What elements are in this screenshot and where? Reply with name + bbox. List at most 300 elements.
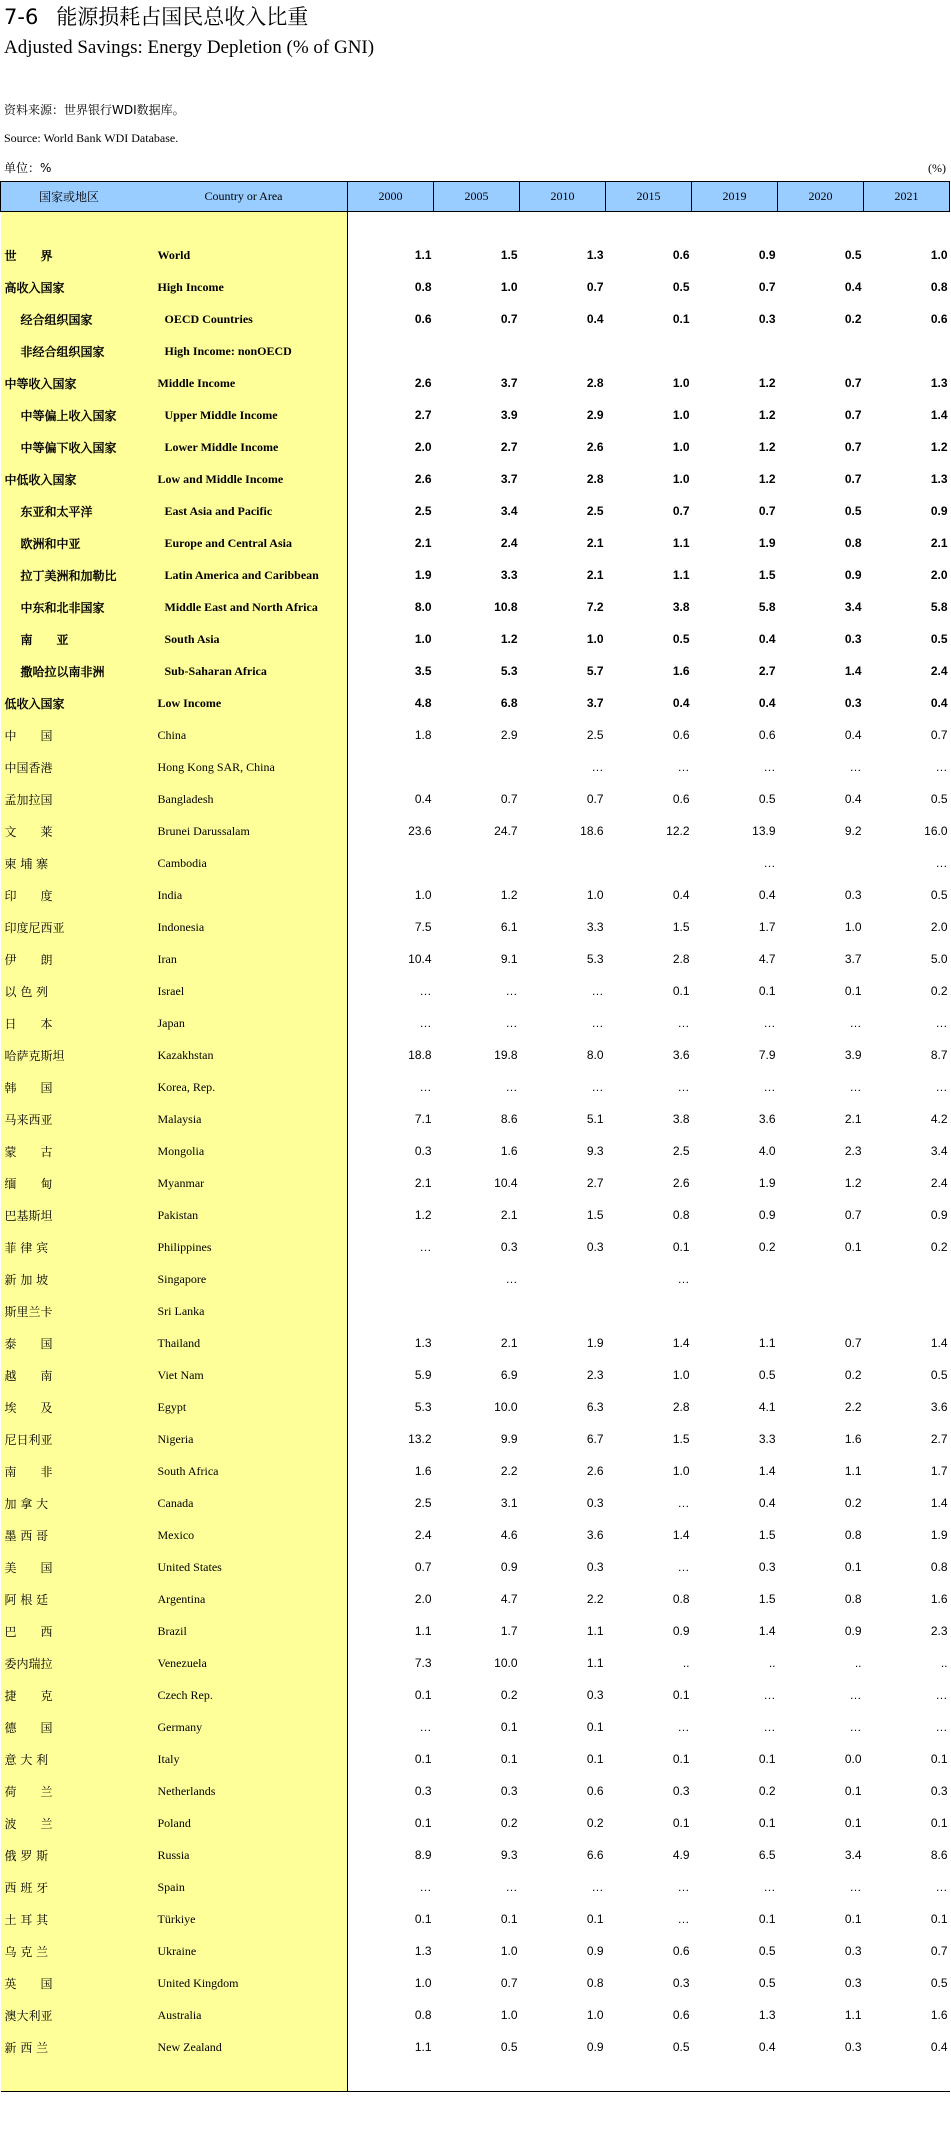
value-cell: 0.1 [348, 1903, 434, 1935]
value-cell: 9.3 [586, 1144, 604, 1158]
country-name-cn: 巴基斯坦 [1, 1199, 157, 1231]
value-cell: 0.3 [844, 632, 862, 646]
value-cell: .. [768, 1656, 776, 1670]
value-cell: … [677, 1080, 690, 1094]
value-cell: 0.4 [844, 280, 862, 294]
value-cell: 0.3 [500, 1240, 518, 1254]
country-name-cn: 以 色 列 [1, 975, 157, 1007]
value-cell: 2.2 [844, 1400, 862, 1414]
value-cell: 0.3 [586, 1240, 604, 1254]
value-cell: 4.9 [672, 1848, 690, 1862]
value-cell: 1.0 [586, 2008, 604, 2022]
country-name-cn: 泰 国 [1, 1327, 157, 1359]
value-cell: … [935, 856, 948, 870]
header-year: 2021 [864, 182, 950, 212]
country-name-cn: 西 班 牙 [1, 1871, 157, 1903]
country-name-en: Ukraine [157, 1935, 348, 1967]
country-name-cn: 文 莱 [1, 815, 157, 847]
value-cell: … [935, 1080, 948, 1094]
value-cell [520, 335, 606, 367]
value-cell: 2.3 [930, 1624, 948, 1638]
value-cell: 0.1 [758, 1912, 776, 1926]
table-row [1, 1615, 950, 1647]
value-cell: 0.8 [930, 280, 948, 294]
country-name-en: Singapore [157, 1263, 348, 1295]
value-cell [778, 1263, 864, 1295]
country-name-en: Mongolia [157, 1135, 348, 1167]
table-row [1, 1775, 950, 1807]
value-cell: 1.5 [672, 1432, 690, 1446]
country-name-cn: 中低收入国家 [1, 463, 157, 495]
country-name-cn: 柬 埔 寨 [1, 847, 157, 879]
value-cell [692, 1295, 778, 1327]
value-cell: 2.8 [672, 952, 690, 966]
value-cell: 0.1 [348, 1679, 434, 1711]
value-cell [864, 1263, 950, 1295]
country-name-cn: 哈萨克斯坦 [1, 1039, 157, 1071]
value-cell: 2.1 [500, 1208, 518, 1222]
value-cell: 8.0 [586, 1048, 604, 1062]
value-cell: … [935, 1016, 948, 1030]
value-cell: 2.1 [586, 568, 604, 582]
value-cell: 1.5 [500, 248, 518, 262]
value-cell: 2.1 [930, 536, 948, 550]
country-name-en: Japan [157, 1007, 348, 1039]
table-row [1, 239, 950, 271]
country-name-en: Italy [157, 1743, 348, 1775]
value-cell: 1.1 [348, 239, 434, 271]
value-cell: 1.6 [844, 1432, 862, 1446]
country-name-cn: 撒哈拉以南非洲 [1, 655, 157, 687]
value-cell: … [763, 760, 776, 774]
value-cell: … [348, 1711, 434, 1743]
value-cell: 12.2 [666, 824, 690, 838]
value-cell: 0.1 [844, 1560, 862, 1574]
table-row [1, 1231, 950, 1263]
value-cell: … [677, 1016, 690, 1030]
value-cell: 0.5 [758, 1368, 776, 1382]
value-cell: 0.6 [586, 1784, 604, 1798]
value-cell: 1.1 [348, 2031, 434, 2063]
value-cell: 0.5 [758, 1944, 776, 1958]
value-cell: … [677, 1720, 690, 1734]
value-cell: 1.0 [930, 248, 948, 262]
value-cell: 18.8 [348, 1039, 434, 1071]
value-cell: … [849, 1080, 862, 1094]
value-cell: 0.9 [844, 1624, 862, 1638]
country-name-cn: 伊 朗 [1, 943, 157, 975]
value-cell: 0.4 [758, 888, 776, 902]
value-cell: 0.1 [930, 1816, 948, 1830]
value-cell: 2.4 [500, 536, 518, 550]
value-cell: … [591, 760, 604, 774]
value-cell: … [935, 1720, 948, 1734]
value-cell: 2.5 [672, 1144, 690, 1158]
value-cell: 3.8 [672, 1112, 690, 1126]
value-cell: 0.5 [672, 2040, 690, 2054]
value-cell: 13.2 [348, 1423, 434, 1455]
country-name-cn: 斯里兰卡 [1, 1295, 157, 1327]
value-cell: 1.0 [672, 1464, 690, 1478]
value-cell [864, 1295, 950, 1327]
value-cell: 3.1 [500, 1496, 518, 1510]
unit-pct: (%) [928, 161, 946, 175]
table-row [1, 495, 950, 527]
value-cell: … [677, 760, 690, 774]
country-name-cn: 俄 罗 斯 [1, 1839, 157, 1871]
unit-row [4, 160, 948, 176]
value-cell: 3.9 [500, 408, 518, 422]
value-cell: 2.5 [586, 728, 604, 742]
value-cell: 2.8 [672, 1400, 690, 1414]
value-cell: 3.5 [348, 655, 434, 687]
value-cell: 1.2 [348, 1199, 434, 1231]
value-cell: 0.7 [844, 472, 862, 486]
table-row [1, 1871, 950, 1903]
value-cell: 0.2 [844, 1496, 862, 1510]
value-cell: 5.1 [586, 1112, 604, 1126]
value-cell: 7.9 [758, 1048, 776, 1062]
value-cell [778, 1295, 864, 1327]
value-cell: 0.6 [930, 312, 948, 326]
value-cell: 0.3 [930, 1784, 948, 1798]
value-cell: 0.4 [844, 728, 862, 742]
value-cell: 0.7 [758, 504, 776, 518]
value-cell: 3.6 [758, 1112, 776, 1126]
value-cell: 0.7 [586, 792, 604, 806]
value-cell: 1.1 [672, 536, 690, 550]
value-cell: 13.9 [752, 824, 776, 838]
value-cell: 1.2 [930, 440, 948, 454]
value-cell: 0.8 [844, 1592, 862, 1606]
value-cell: 0.1 [672, 984, 690, 998]
value-cell: 1.1 [586, 1656, 604, 1670]
country-name-cn: 日 本 [1, 1007, 157, 1039]
value-cell: … [348, 1871, 434, 1903]
country-name-en: Nigeria [157, 1423, 348, 1455]
value-cell: 0.7 [758, 280, 776, 294]
country-name-cn: 非经合组织国家 [1, 335, 157, 367]
value-cell [692, 335, 778, 367]
country-name-en: Iran [157, 943, 348, 975]
value-cell: 1.1 [348, 1615, 434, 1647]
value-cell: … [677, 1880, 690, 1894]
country-name-en: Australia [157, 1999, 348, 2031]
value-cell: … [763, 1016, 776, 1030]
value-cell: 0.4 [930, 696, 948, 710]
country-name-en: Latin America and Caribbean [157, 559, 348, 591]
country-name-cn: 韩 国 [1, 1071, 157, 1103]
value-cell: 1.0 [348, 879, 434, 911]
value-cell: 1.1 [758, 1336, 776, 1350]
value-cell: 0.5 [930, 792, 948, 806]
value-cell: 5.3 [586, 952, 604, 966]
value-cell: 9.3 [500, 1848, 518, 1862]
table-row [1, 1199, 950, 1231]
country-name-en: South Asia [157, 623, 348, 655]
value-cell: 1.0 [500, 2008, 518, 2022]
country-name-en: Upper Middle Income [157, 399, 348, 431]
value-cell: … [935, 1688, 948, 1702]
table-row [1, 1583, 950, 1615]
country-name-cn: 高收入国家 [1, 271, 157, 303]
country-name-en: Thailand [157, 1327, 348, 1359]
country-name-cn: 加 拿 大 [1, 1487, 157, 1519]
country-name-en: South Africa [157, 1455, 348, 1487]
value-cell: 1.0 [586, 632, 604, 646]
value-cell: 0.3 [844, 1944, 862, 1958]
table-row [1, 975, 950, 1007]
value-cell: 1.5 [586, 1208, 604, 1222]
value-cell: 0.7 [844, 1336, 862, 1350]
table-row [1, 879, 950, 911]
table-row [1, 1967, 950, 1999]
value-cell: 2.7 [758, 664, 776, 678]
table-row [1, 1423, 950, 1455]
value-cell: … [348, 1007, 434, 1039]
country-name-cn: 尼日利亚 [1, 1423, 157, 1455]
value-cell: 0.4 [672, 888, 690, 902]
value-cell: 6.8 [500, 696, 518, 710]
country-name-cn: 澳大利亚 [1, 1999, 157, 2031]
value-cell: 0.1 [672, 1816, 690, 1830]
value-cell: 1.4 [758, 1464, 776, 1478]
country-name-en: Korea, Rep. [157, 1071, 348, 1103]
country-name-en: New Zealand [157, 2031, 348, 2063]
value-cell: 1.4 [672, 1336, 690, 1350]
value-cell: 2.4 [348, 1519, 434, 1551]
table-row [1, 1135, 950, 1167]
value-cell: 1.6 [348, 1455, 434, 1487]
country-name-en: Low Income [157, 687, 348, 719]
value-cell: 6.6 [586, 1848, 604, 1862]
country-name-cn: 东亚和太平洋 [1, 495, 157, 527]
value-cell: 0.2 [758, 1784, 776, 1798]
value-cell [348, 1263, 434, 1295]
table-row [1, 1327, 950, 1359]
value-cell [606, 1295, 692, 1327]
table-row [1, 1455, 950, 1487]
value-cell: 0.7 [930, 728, 948, 742]
value-cell: 0.3 [844, 2040, 862, 2054]
country-name-en: Myanmar [157, 1167, 348, 1199]
table-row [1, 1103, 950, 1135]
value-cell: 0.7 [500, 1976, 518, 1990]
country-name-cn: 巴 西 [1, 1615, 157, 1647]
value-cell: 5.7 [586, 664, 604, 678]
value-cell: 0.2 [586, 1816, 604, 1830]
value-cell: 0.1 [586, 1752, 604, 1766]
value-cell: 1.2 [844, 1176, 862, 1190]
value-cell: … [505, 1080, 518, 1094]
value-cell: 1.4 [844, 664, 862, 678]
value-cell: 2.6 [586, 440, 604, 454]
value-cell: 0.1 [586, 1912, 604, 1926]
table-row [1, 1391, 950, 1423]
value-cell: 0.1 [500, 1720, 518, 1734]
table-row [1, 719, 950, 751]
header-year: 2005 [434, 182, 520, 212]
country-name-en: Venezuela [157, 1647, 348, 1679]
value-cell: 3.6 [930, 1400, 948, 1414]
value-cell: 0.6 [672, 2008, 690, 2022]
value-cell: 3.4 [844, 600, 862, 614]
table-row [1, 1519, 950, 1551]
country-name-cn: 中国香港 [1, 751, 157, 783]
value-cell: … [348, 1071, 434, 1103]
country-name-cn: 低收入国家 [1, 687, 157, 719]
value-cell: 1.0 [844, 920, 862, 934]
value-cell: 1.2 [758, 408, 776, 422]
value-cell: 0.1 [500, 1912, 518, 1926]
value-cell: 0.8 [844, 1528, 862, 1542]
value-cell: 0.9 [672, 1624, 690, 1638]
header-country-en: Country or Area [157, 182, 348, 212]
value-cell: 0.4 [930, 2040, 948, 2054]
country-name-cn: 菲 律 宾 [1, 1231, 157, 1263]
value-cell: 1.7 [930, 1464, 948, 1478]
value-cell: 3.3 [500, 568, 518, 582]
value-cell: 0.1 [844, 984, 862, 998]
value-cell: 0.7 [586, 280, 604, 294]
value-cell: 5.8 [930, 600, 948, 614]
country-name-en: Cambodia [157, 847, 348, 879]
value-cell: 3.6 [672, 1048, 690, 1062]
value-cell [606, 335, 692, 367]
country-name-en: China [157, 719, 348, 751]
value-cell: 8.9 [348, 1839, 434, 1871]
value-cell: 9.1 [500, 952, 518, 966]
country-name-en: Hong Kong SAR, China [157, 751, 348, 783]
value-cell: 1.4 [758, 1624, 776, 1638]
value-cell: 1.6 [930, 1592, 948, 1606]
country-name-en: High Income [157, 271, 348, 303]
country-name-cn: 英 国 [1, 1967, 157, 1999]
value-cell: 8.6 [500, 1112, 518, 1126]
table-row [1, 1007, 950, 1039]
header-year: 2000 [348, 182, 434, 212]
country-name-en: India [157, 879, 348, 911]
value-cell: 10.8 [494, 600, 518, 614]
value-cell: 0.5 [758, 1976, 776, 1990]
value-cell [778, 335, 864, 367]
value-cell: 0.1 [672, 1688, 690, 1702]
value-cell: 0.5 [844, 248, 862, 262]
value-cell: 0.5 [672, 632, 690, 646]
country-name-cn: 南 亚 [1, 623, 157, 655]
country-name-cn: 越 南 [1, 1359, 157, 1391]
table-row [1, 1551, 950, 1583]
country-name-cn: 埃 及 [1, 1391, 157, 1423]
source-cn: 资料来源：世界银行WDI数据库。 [4, 103, 185, 117]
value-cell: 0.3 [586, 1496, 604, 1510]
country-name-en: Netherlands [157, 1775, 348, 1807]
country-name-cn: 中东和北非国家 [1, 591, 157, 623]
value-cell: 0.4 [758, 1496, 776, 1510]
value-cell: 7.5 [348, 911, 434, 943]
country-name-cn: 新 加 坡 [1, 1263, 157, 1295]
value-cell: 5.3 [500, 664, 518, 678]
table-body [1, 212, 950, 2092]
value-cell: 5.9 [348, 1359, 434, 1391]
value-cell: 0.8 [844, 536, 862, 550]
value-cell: 2.6 [586, 1464, 604, 1478]
country-name-cn: 欧洲和中亚 [1, 527, 157, 559]
value-cell: 1.9 [586, 1336, 604, 1350]
value-cell: 2.0 [348, 1583, 434, 1615]
value-cell: 18.6 [580, 824, 604, 838]
value-cell: 0.6 [348, 303, 434, 335]
value-cell: 1.5 [672, 920, 690, 934]
value-cell: 0.1 [844, 1240, 862, 1254]
value-cell: … [849, 1880, 862, 1894]
value-cell: .. [940, 1656, 948, 1670]
value-cell: 4.0 [758, 1144, 776, 1158]
country-name-en: Russia [157, 1839, 348, 1871]
value-cell [520, 1295, 606, 1327]
country-name-en: Poland [157, 1807, 348, 1839]
value-cell: 0.0 [844, 1752, 862, 1766]
table-row [1, 623, 950, 655]
value-cell: 2.9 [586, 408, 604, 422]
table-row [1, 1487, 950, 1519]
table-row [1, 687, 950, 719]
value-cell: 1.6 [672, 664, 690, 678]
table-row [1, 1807, 950, 1839]
value-cell: 0.1 [930, 1752, 948, 1766]
value-cell: 3.7 [586, 696, 604, 710]
value-cell: 6.3 [586, 1400, 604, 1414]
table-row [1, 367, 950, 399]
value-cell [778, 847, 864, 879]
value-cell: 2.0 [930, 568, 948, 582]
value-cell: 4.6 [500, 1528, 518, 1542]
value-cell: 1.5 [758, 568, 776, 582]
country-name-en: Argentina [157, 1583, 348, 1615]
title-cn: 能源损耗占国民总收入比重 [56, 5, 309, 29]
value-cell: 1.3 [348, 1327, 434, 1359]
value-cell [520, 847, 606, 879]
value-cell: 0.3 [844, 696, 862, 710]
table-row [1, 1935, 950, 1967]
value-cell: … [591, 1080, 604, 1094]
value-cell: 1.5 [758, 1528, 776, 1542]
country-name-cn: 世 界 [1, 239, 157, 271]
value-cell: 0.5 [930, 1976, 948, 1990]
value-cell: 1.0 [348, 623, 434, 655]
source-en: Source: World Bank WDI Database. [4, 131, 179, 145]
value-cell: 0.1 [348, 1807, 434, 1839]
value-cell: 2.5 [586, 504, 604, 518]
value-cell: 1.2 [758, 440, 776, 454]
value-cell: 10.0 [494, 1400, 518, 1414]
value-cell: 1.6 [500, 1144, 518, 1158]
value-cell: 0.3 [758, 1560, 776, 1574]
value-cell: 2.7 [500, 440, 518, 454]
value-cell: 3.3 [758, 1432, 776, 1446]
value-cell: 0.9 [586, 2040, 604, 2054]
country-name-cn: 孟加拉国 [1, 783, 157, 815]
header-year: 2019 [692, 182, 778, 212]
value-cell: 1.7 [758, 920, 776, 934]
value-cell: … [849, 760, 862, 774]
value-cell: 7.3 [348, 1647, 434, 1679]
table-row [1, 591, 950, 623]
country-name-en: Middle Income [157, 367, 348, 399]
spacer-row [1, 212, 950, 240]
country-name-cn: 印 度 [1, 879, 157, 911]
value-cell: 1.2 [758, 472, 776, 486]
